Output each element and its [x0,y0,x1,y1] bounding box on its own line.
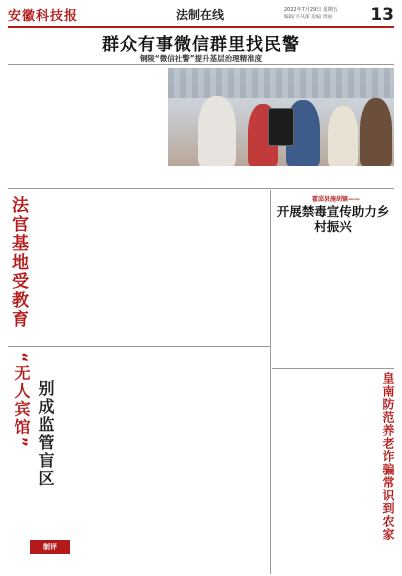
photo-person [360,98,392,166]
fraud-vertical-title: 皇南防范养老诈骗常识到农家 [381,372,395,541]
commentary-body-col1 [74,352,136,552]
section-divider [272,368,394,369]
column-tag: 制评 [30,540,70,554]
section-divider [8,188,394,189]
lead-subheadline: 铜陵“微信社警”提升基层治理精准度 [139,54,263,63]
headline-rule [8,64,394,65]
photo-person [198,96,236,166]
page-number: 13 [370,5,394,25]
court-body [32,194,266,342]
column-divider [270,190,271,574]
anti-drug-body [276,238,394,364]
lead-body-col2 [88,68,164,186]
fraud-body [276,372,376,570]
commentary-body-col3 [206,352,268,552]
issue-date: 2022年7月29日 星期五 [284,7,338,13]
section-title: 法制在线 [176,8,225,22]
commentary-title-b: 别成监管盲区 [36,380,55,488]
masthead-rule [8,26,394,28]
lead-body-col1 [8,68,84,186]
editor-credits: 编辑/ 许从郁 美编/ 周丽 [284,15,332,20]
section-divider [8,346,270,347]
photo-phone [268,108,294,146]
news-photo [168,68,394,166]
anti-drug-headline: 开展禁毒宣传助力乡村振兴 [276,204,390,234]
newspaper-logo: 安徽科技报 [8,9,79,24]
anti-drug-kicker: 霍邱县施胡镇—— [311,196,360,203]
photo-person [328,106,358,166]
court-vertical-title: 法官基地受教育 [8,196,28,329]
photo-background-shelf [168,68,394,98]
lead-headline: 群众有事微信群里找民警 [102,35,300,55]
commentary-title-a: “无人宾馆” [12,352,31,450]
commentary-body-col2 [140,352,202,552]
